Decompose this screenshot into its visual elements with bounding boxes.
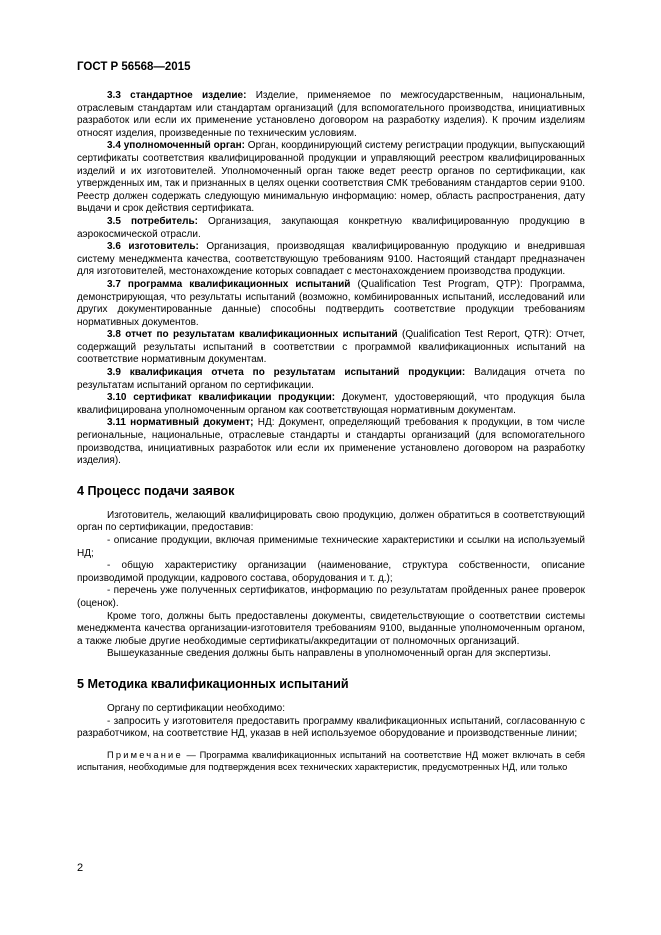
definition-text: Организация, закупающая конкретную квалифицированную продукцию в аэрокосмической отрасли.: [77, 215, 585, 240]
section-4-paragraph-3: Вышеуказанные сведения должны быть направлены в уполномоченный орган для экспертизы.: [107, 648, 551, 660]
term: 3.8 отчет по результатам квалификационных испытаний: [107, 329, 398, 341]
definition-text: Документ, удостоверяющий, что продукция была квалифицирована уполномоченным органом как соответствующая нормативным документам.: [77, 392, 585, 416]
section-5-note: [77, 749, 585, 773]
definition-3-11: [77, 417, 585, 467]
section-5-bullet-1: - запросить у изготовителя предоставить программу квалификационных испытаний, согласованную с разработчиком, на соответствие НД, указав в ней используемое оборудование и производственные линии;: [77, 715, 585, 740]
note-label: Примечание: [107, 749, 183, 760]
section-4-paragraph-2: Кроме того, должны быть предоставлены документы, свидетельствующие о соответствии системы менеджмента качества организации-изготовителя требованиям 9100, выданные уполномоченным органом, а также любые другие необходимые сертификаты/аккредитации от полномочных организаций.: [77, 610, 585, 647]
section-5-intro: Органу по сертификации необходимо:: [107, 702, 286, 714]
definition-3-10: [77, 392, 585, 417]
term: 3.11 нормативный документ;: [107, 417, 254, 429]
definition-text: Организация, производящая квалифицированную продукцию и внедрившая систему менеджмента качества, соответствующую требованиям 9100. Настоящий стандарт предназначен для изготовителей, местонахождение которых совпадает с местонахождением производства продукции.: [77, 241, 585, 278]
definition-3-3: [77, 90, 585, 140]
term: 3.7 программа квалификационных испытаний: [107, 278, 351, 290]
term: 3.10 сертификат квалификации продукции:: [107, 392, 336, 404]
page-content: [77, 90, 585, 773]
section-4-heading: 4 Процесс подачи заявок: [77, 483, 235, 498]
term: 3.5 потребитель:: [107, 215, 198, 227]
definition-text: (Qualification Test Report, QTR): Отчет, содержащий результаты испытаний в соответствии с программой квалификационных испытаний на соответствие нормативным документам.: [77, 329, 585, 366]
definition-text: НД: Документ, определяющий требования к продукции, в том числе региональные, национальные, отраслевые стандарты и стандарты организаций (для вспомогательного производства, инициативных разработок или если их применение установлено договором на разработку изделия).: [77, 417, 585, 467]
document-header: ГОСТ Р 56568—2015: [77, 61, 191, 73]
definition-3-5: [77, 216, 585, 241]
section-4-bullet-1: - описание продукции, включая применимые технические характеристики и ссылки на используемый НД;: [77, 535, 585, 559]
definition-text: (Qualification Test Program, QTP): Программа, демонстрирующая, что результаты испытаний (возможно, комбинированных испытаний, исследований или других документированные данные) способны подтвердить соответствие продукции требованиям нормативных документов.: [77, 278, 585, 328]
definition-3-8: [77, 329, 585, 367]
section-5-heading: 5 Методика квалификационных испытаний: [77, 676, 349, 691]
note-text: — Программа квалификационных испытаний на соответствие НД может включать в себя испытания, необходимые для подтверждения всех технических характеристик, предусмотренных НД, или только: [77, 749, 585, 772]
term: 3.9 квалификация отчета по результатам испытаний продукции:: [107, 367, 466, 379]
definition-3-6: [77, 241, 585, 279]
definition-3-9: [77, 367, 585, 392]
term: 3.6 изготовитель:: [107, 241, 199, 253]
section-4-bullet-2: - общую характеристику организации (наименование, структура собственности, описание производимой продукции, кадрового состава, оборудования и т. д.);: [77, 560, 585, 584]
definition-3-7: [77, 279, 585, 329]
term: 3.4 уполномоченный орган:: [107, 140, 245, 152]
definition-3-4: [77, 140, 585, 216]
definition-text: Орган, координирующий систему регистрации продукции, выпускающий сертификаты соответствия квалифицированной продукции и управляющий реестром квалифицированных изделий и их изготовителей. Уполномоченный орган также ведет реестр органов по сертификации, как утвержденных им, так и признанных в целях оценки соответствия СМК требованиям стандартов серии 9100. Реестр должен содержать следующую минимальную информацию: номер, область распространения, дату выдачи и срок действия сертификата.: [77, 140, 585, 215]
section-4-intro: Изготовитель, желающий квалифицировать свою продукцию, должен обратиться в соответствующий орган по сертификации, предоставив:: [77, 509, 585, 534]
page-number: 2: [77, 862, 84, 874]
definition-text: Изделие, применяемое по межгосударственным, национальным, отраслевым стандартам или стандартам организаций (для вспомогательного производства, инициативных разработок или если их применение установлено договором на разработку изделия). К прочим изделиям относят изделия, произведенные по техническим условиям.: [77, 90, 585, 139]
definition-text: Валидация отчета по результатам испытаний органом по сертификации.: [77, 367, 585, 391]
section-4-bullet-3: - перечень уже полученных сертификатов, информацию по результатам пройденных ранее проверок (оценок).: [77, 585, 585, 609]
term: 3.3 стандартное изделие:: [107, 90, 247, 101]
